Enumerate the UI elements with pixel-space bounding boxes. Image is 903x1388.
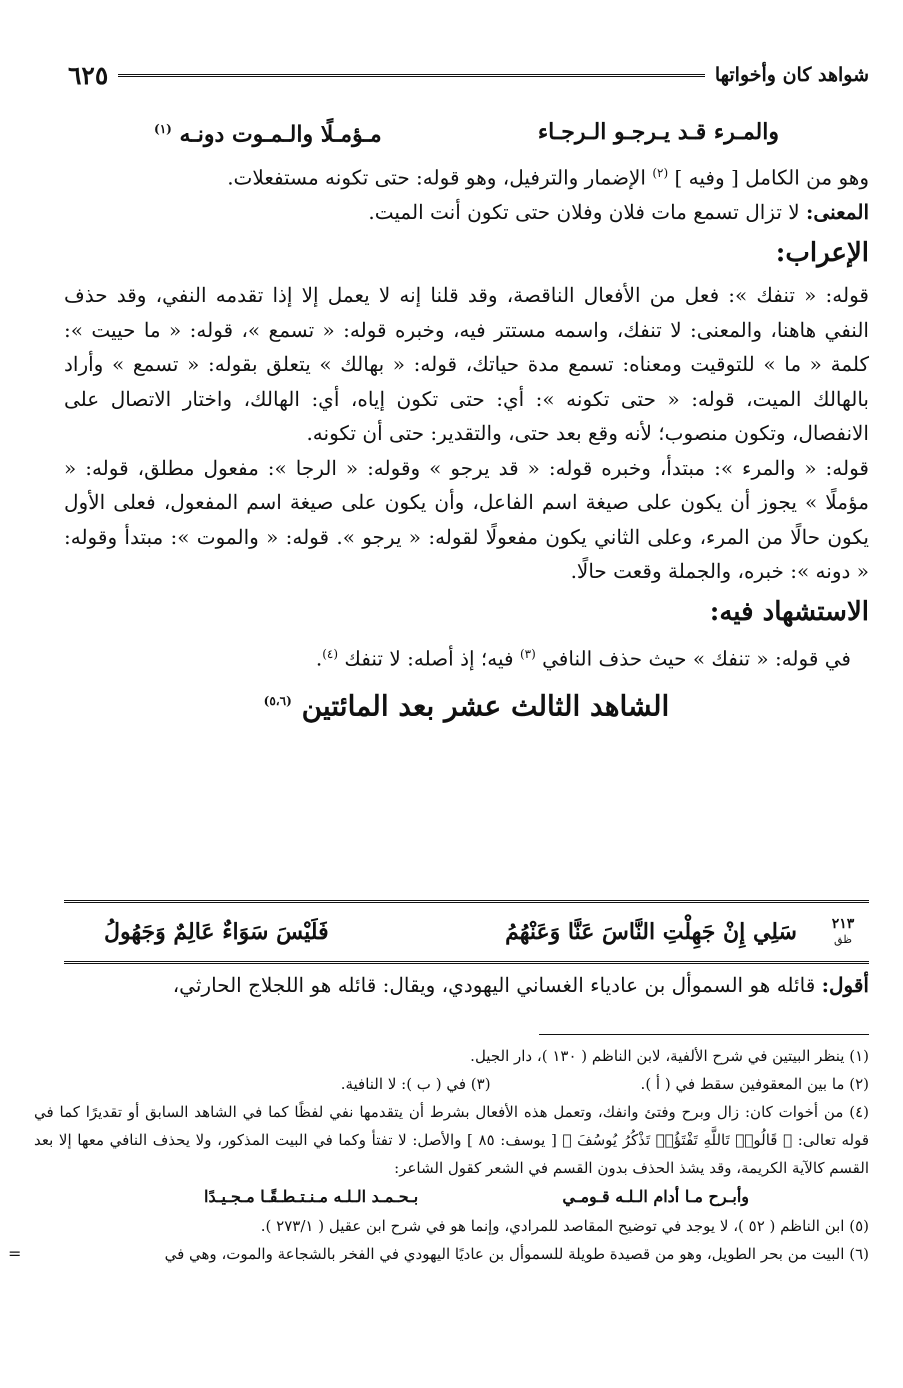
shahid-verse	[64, 919, 817, 945]
aqulu-label: أقول:	[821, 973, 869, 997]
next-shahid-title: الشاهد الثالث عشر بعد المائتين $^{(٥،٦)}$	[263, 689, 670, 723]
footnote-row-2-3	[34, 1070, 869, 1098]
running-header	[68, 58, 869, 92]
running-title: شواهد كان وأخواتها	[714, 64, 869, 86]
footnote-4: (٤) من أخوات كان: زال وبرح وفتئ وانفك، وتعمل هذه الأفعال بشرط أن يتقدمها نفي لفظًا كما في الشاهد السابق أو تقديرًا كما في قوله تعالى: ﴿ قَالُوا۟ تَاللَّهِ تَفْتَؤُا۟ تَذْكُرُ يُوسُفَ ﴾ [ يوسف: ٨٥ ] والأصل: لا تفتأ وكما في البيت المذكور، ولا يحذف النافي معها إلا بعد القسم كالآية الكريمة، وقد يشذ الحذف بدون القسم في الشعر كقول الشاعر:	[34, 1103, 869, 1177]
irab-heading: الإعراب:	[775, 237, 869, 268]
shahid-213-box	[64, 900, 869, 964]
footnote-5: (٥) ابن الناظم ( ٥٢ )، لا يوجد في توضيح المقاصد للمرادي، وإنما هو في شرح ابن عقيل ( ٢٧٣/١ ).	[260, 1217, 869, 1235]
istishhad-paragraph: في قوله: « تنفك » حيث حذف النافي $^{(٣)}$ فيه؛ إذ أصله: لا تنفك $^{(٤)}$.	[315, 646, 851, 671]
footnote-verse	[34, 1182, 869, 1212]
continuation-mark: =	[8, 1244, 22, 1263]
footnote-verse-first: وأبـرح مـا أدام الـلـه قـومـي	[562, 1187, 749, 1206]
shahid-hemistich-second: فَلَيْسَ سَوَاءٌ عَالِمٌ وَجَهُولُ	[104, 919, 329, 945]
footnote-ref-3[interactable]: (٣)	[519, 647, 536, 662]
footnote-3: (٣) في ( ب ): لا النافية.	[340, 1075, 491, 1093]
footnote-separator	[539, 1034, 869, 1035]
verse-hemistich-second: مـؤمـلًا والـمـوت دونـه $^{(١)}$	[154, 121, 382, 148]
aqulu-paragraph: أقول: قائله هو السموأل بن عادياء الغساني اليهودي، ويقال: قائله هو اللجلاج الحارثي،	[172, 973, 869, 997]
shahid-hemistich-first: سَلِي إِنْ جَهِلْتِ النَّاسَ عَنَّا وَعَنْهُمُ	[505, 919, 797, 945]
irab-paragraph-2: قوله: « والمرء »: مبتدأ، وخبره قوله: « قد يرجو » وقوله: « الرجا »: مفعول مطلق، قوله: « مؤملًا » يجوز أن يكون على صيغة اسم الفاعل، وأن يكون على صيغة اسم المفعول، فعلى الأول يكون حالًا من المرء، وعلى الثاني يكون مفعولًا لقوله: « يرجو ». قوله: « والموت »: مبتدأ وقوله: « دونه »: خبره، والجملة وقعت حالًا.	[64, 455, 869, 584]
footnote-ref-1[interactable]: (١)	[154, 122, 172, 137]
footnotes	[8, 1042, 869, 1268]
footnote-6: (٦) البيت من بحر الطويل، وهو من قصيدة طويلة للسموأل بن عاديًا اليهودي في الفخر بالشجاعة والموت، وهي في =	[34, 1240, 869, 1268]
page-number: ٦٢٥	[68, 60, 109, 90]
istishhad-heading: الاستشهاد فيه:	[709, 596, 869, 627]
footnote-ref-5-6[interactable]: (٥،٦)	[263, 694, 292, 709]
footnote-ref-2[interactable]: (٢)	[652, 166, 669, 180]
meaning-label: المعنى:	[806, 200, 869, 225]
main-text	[64, 112, 869, 734]
footnote-verse-second: بـحـمـد الـلـه مـنـتـطـقًـا مـجـيـدًا	[204, 1187, 419, 1206]
footnote-ref-4[interactable]: (٤)	[322, 647, 339, 662]
header-rule	[118, 74, 705, 81]
irab-paragraph-1: قوله: « تنفك »: فعل من الأفعال الناقصة، وقد قلنا إنه لا يعمل إلا إذا تقدمه النفي، وقد حذف النفي هاهنا، والمعنى: لا تنفك، واسمه مستتر فيه، وخبره قوله: « تسمع »، قوله: « ما حييت »: كلمة « ما » للتوقيت ومعناه: تسمع مدة حياتك، قوله: « بهالك » يتعلق بقوله: « تسمع » وأراد بالهالك الميت، قوله: « حتى تكونه »: أي: حتى تكون إياه، أي: الهالك، واختار الاتصال على الانفصال، وتكون منصوب؛ لأنه وقع بعد حتى، والتقدير: حتى أن تكونه.	[64, 283, 869, 446]
footnote-1: (١) ينظر البيتين في شرح الألفية، لابن الناظم ( ١٣٠ )، دار الجيل.	[470, 1047, 869, 1065]
verse-hemistich-first: والمـرء قـد يـرجـو الـرجـاء	[537, 118, 779, 145]
shahid-number: ٢١٣ ظق	[831, 916, 855, 946]
verse-line-1	[64, 112, 869, 152]
meaning-paragraph: المعنى: لا تزال تسمع مات فلان وفلان حتى تكون أنت الميت.	[368, 200, 869, 225]
meter-paragraph: وهو من الكامل [ وفيه ] $^{(٢)}$ الإضمار والترفيل، وهو قوله: حتى تكونه مستفعلات.	[227, 165, 869, 190]
footnote-2: (٢) ما بين المعقوفين سقط في ( أ ).	[640, 1075, 869, 1093]
